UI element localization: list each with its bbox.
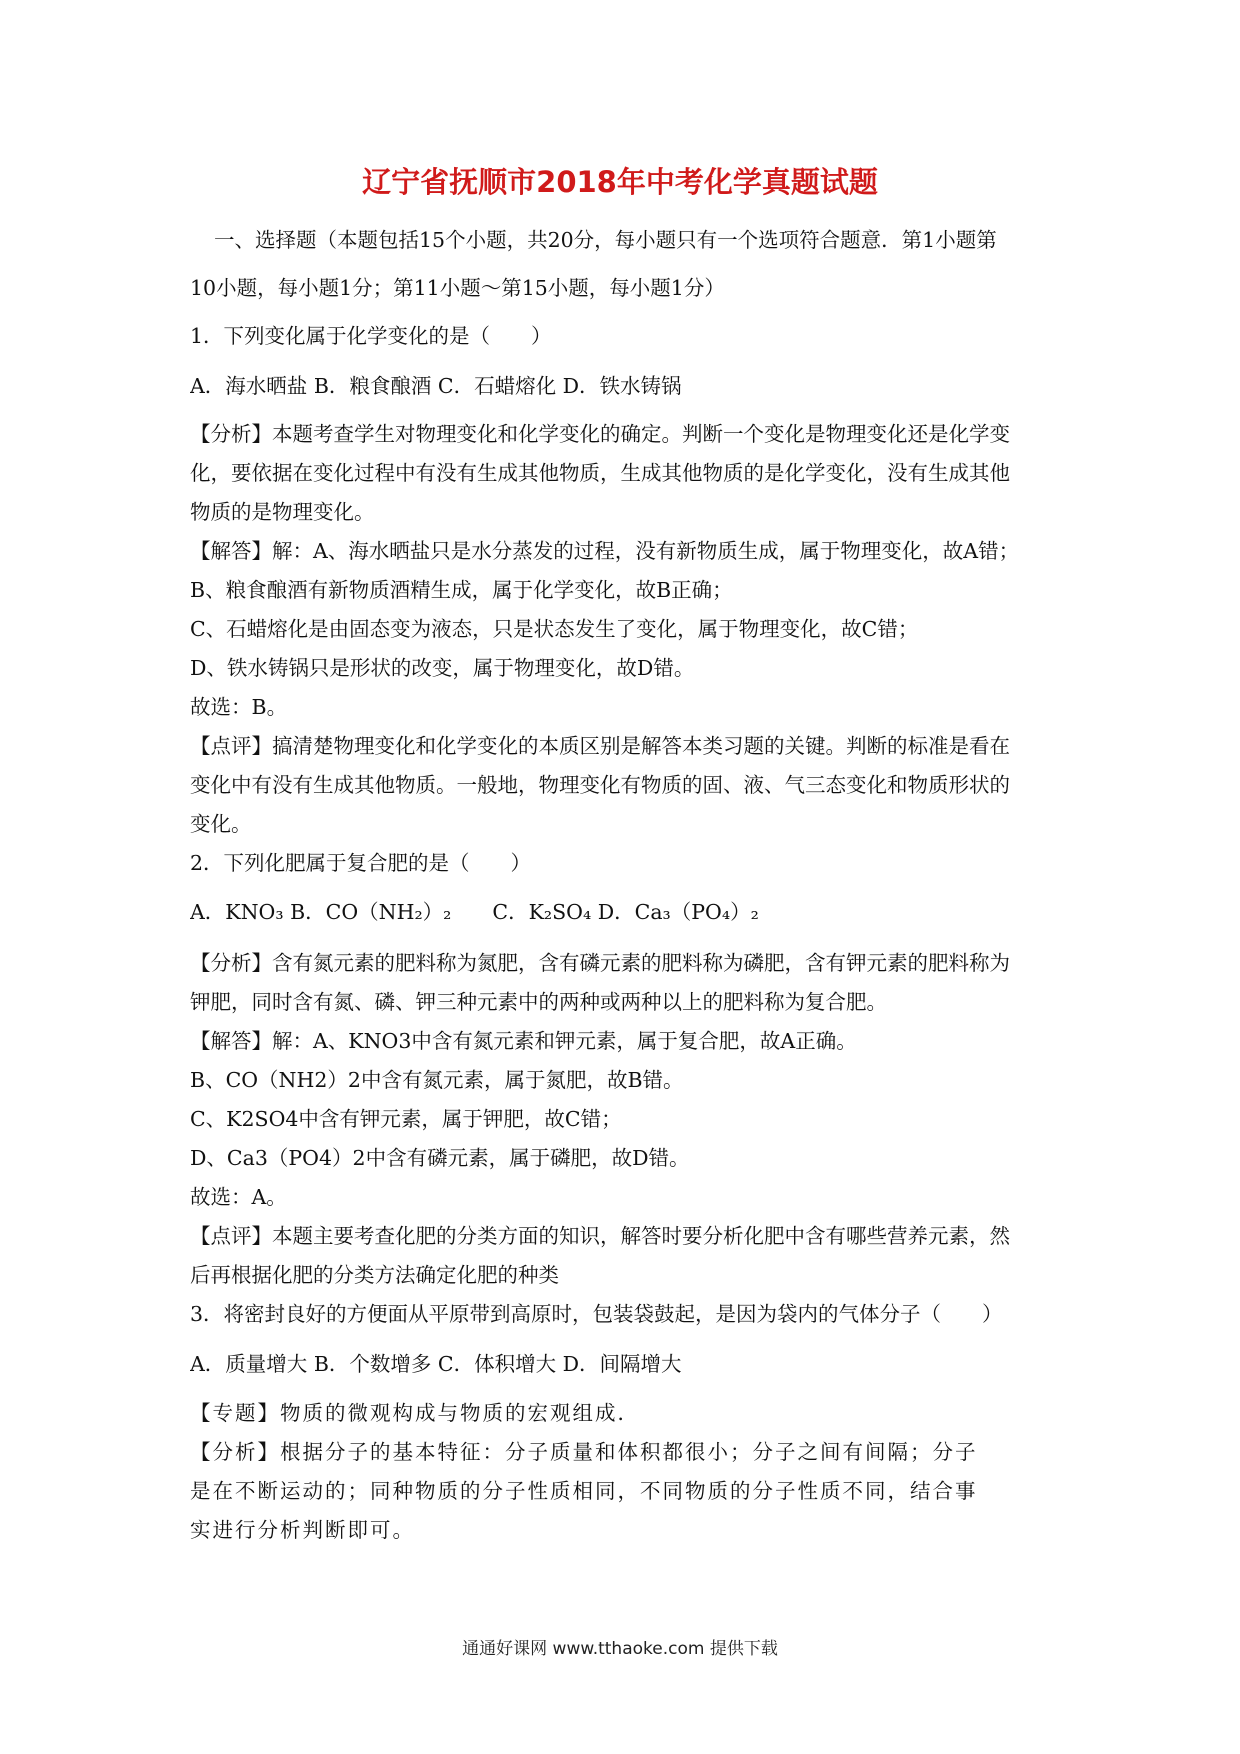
q3-topic: 【专题】物质的微观构成与物质的宏观组成．	[190, 1401, 640, 1425]
q2-answer-line: C、K2SO4中含有钾元素，属于钾肥，故C错；	[190, 1107, 622, 1131]
q2-answer: 【解答】解：A、KNO3中含有氮元素和钾元素，属于复合肥，故A正确。	[190, 1029, 857, 1053]
question-1-options: A．海水晒盐 B．粮食酿酒 C．石蜡熔化 D．铁水铸锅	[190, 374, 682, 398]
q1-analysis: 【分析】本题考查学生对物理变化和化学变化的确定。判断一个变化是物理变化还是化学变	[190, 422, 1010, 446]
q1-comment-line: 变化中有没有生成其他物质。一般地，物理变化有物质的固、液、气三态变化和物质形状的	[190, 773, 1010, 797]
q1-analysis-line: 物质的是物理变化。	[190, 500, 375, 524]
q1-analysis-line: 化，要依据在变化过程中有没有生成其他物质，生成其他物质的是化学变化，没有生成其他	[190, 461, 1010, 485]
page-footer: 通通好课网 www.tthaoke.com 提供下载	[462, 1639, 778, 1659]
section-heading-cont: 10小题，每小题1分；第11小题～第15小题，每小题1分）	[190, 276, 725, 300]
q2-comment-line: 后再根据化肥的分类方法确定化肥的种类	[190, 1263, 559, 1287]
question-3-options: A．质量增大 B．个数增多 C．体积增大 D．间隔增大	[190, 1352, 682, 1376]
q2-analysis-line: 钾肥，同时含有氮、磷、钾三种元素中的两种或两种以上的肥料称为复合肥。	[190, 990, 887, 1014]
question-1: 1．下列变化属于化学变化的是（ ）	[190, 324, 552, 348]
q2-analysis: 【分析】含有氮元素的肥料称为氮肥，含有磷元素的肥料称为磷肥，含有钾元素的肥料称为	[190, 951, 1010, 975]
q2-answer-line: B、CO（NH2）2中含有氮元素，属于氮肥，故B错。	[190, 1068, 684, 1092]
q1-comment: 【点评】搞清楚物理变化和化学变化的本质区别是解答本类习题的关键。判断的标准是看在	[190, 734, 1010, 758]
q2-answer-line: D、Ca3（PO4）2中含有磷元素，属于磷肥，故D错。	[190, 1146, 690, 1170]
q1-answer-line: B、粮食酿酒有新物质酒精生成，属于化学变化，故B正确；	[190, 578, 733, 602]
question-2: 2．下列化肥属于复合肥的是（ ）	[190, 851, 532, 875]
question-3: 3．将密封良好的方便面从平原带到高原时，包装袋鼓起，是因为袋内的气体分子（ ）	[190, 1302, 1003, 1326]
q1-answer: 【解答】解：A、海水晒盐只是水分蒸发的过程，没有新物质生成，属于物理变化，故A错；	[190, 539, 1020, 563]
q1-comment-line: 变化。	[190, 812, 252, 836]
q2-choice: 故选：A。	[190, 1185, 287, 1209]
question-2-options: A．KNO₃ B．CO（NH₂）₂ C．K₂SO₄ D．Ca₃（PO₄）₂	[190, 900, 759, 924]
q1-answer-line: D、铁水铸锅只是形状的改变，属于物理变化，故D错。	[190, 656, 695, 680]
q3-analysis-line: 实进行分析判断即可。	[190, 1518, 415, 1542]
q3-analysis: 【分析】根据分子的基本特征：分子质量和体积都很小；分子之间有间隔；分子	[190, 1440, 978, 1464]
q1-answer-line: C、石蜡熔化是由固态变为液态，只是状态发生了变化，属于物理变化，故C错；	[190, 617, 919, 641]
q3-analysis-line: 是在不断运动的；同种物质的分子性质相同，不同物质的分子性质不同，结合事	[190, 1479, 978, 1503]
q2-comment: 【点评】本题主要考查化肥的分类方面的知识，解答时要分析化肥中含有哪些营养元素，然	[190, 1224, 1010, 1248]
section-heading: 一、选择题（本题包括15个小题，共20分，每小题只有一个选项符合题意．第1小题第	[214, 228, 997, 252]
page-title: 辽宁省抚顺市2018年中考化学真题试题	[362, 165, 878, 199]
q1-choice: 故选：B。	[190, 695, 288, 719]
